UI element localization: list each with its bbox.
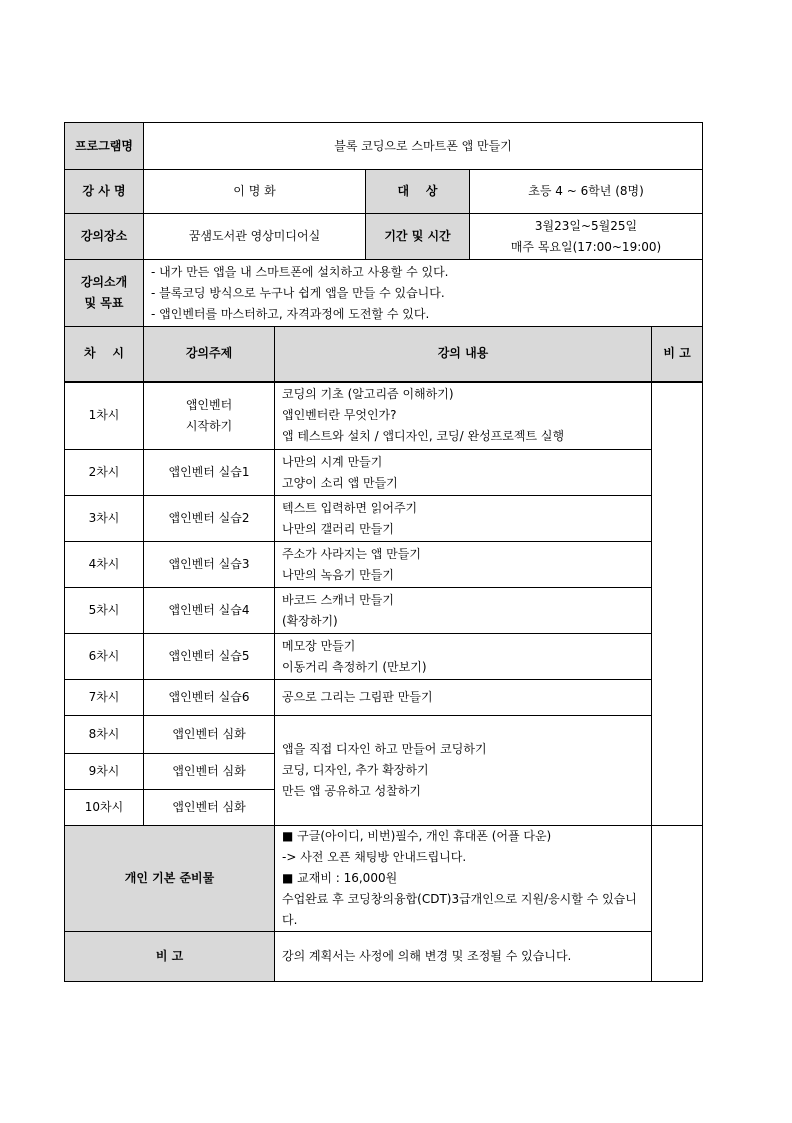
content-line: 앱 테스트와 설치 / 앱디자인, 코딩/ 완성프로젝트 실행 bbox=[282, 429, 565, 444]
advanced-content-cell bbox=[275, 716, 652, 826]
topic-cell: 앱인벤터 실습6 bbox=[144, 680, 275, 716]
topic-cell: 앱인벤터 실습3 bbox=[144, 542, 275, 588]
content-line: 코딩의 기초 (알고리즘 이해하기) bbox=[282, 387, 454, 402]
content-line: 공으로 그리는 그림판 만들기 bbox=[282, 690, 433, 704]
content-line: 나만의 녹음기 만들기 bbox=[282, 567, 394, 582]
prep-label: 개인 기본 준비물 bbox=[65, 826, 275, 932]
content-line: 메모장 만들기 bbox=[282, 638, 356, 653]
topic-cell bbox=[144, 382, 275, 450]
content-line: 앱을 직접 디자인 하고 만들어 코딩하기 bbox=[282, 742, 487, 756]
intro-label-line2: 및 목표 bbox=[84, 296, 124, 310]
place-label: 강의장소 bbox=[65, 214, 144, 260]
remarks-label: 비 고 bbox=[65, 932, 275, 982]
intro-item: - 블록코딩 방식으로 누구나 쉽게 앱을 만들 수 있습니다. bbox=[151, 285, 445, 300]
table-row bbox=[65, 542, 703, 588]
prep-row bbox=[65, 826, 703, 932]
intro-item: - 앱인벤터를 마스터하고, 자격과정에 도전할 수 있다. bbox=[151, 306, 430, 321]
prep-line: -> 사전 오픈 채팅방 안내드립니다. bbox=[282, 850, 467, 864]
target-label: 대 상 bbox=[366, 170, 470, 214]
table-row bbox=[65, 716, 703, 754]
program-label: 프로그램명 bbox=[65, 123, 144, 170]
topic-cell: 앱인벤터 실습1 bbox=[144, 450, 275, 496]
prep-line: ■ 구글(아이디, 비번)필수, 개인 휴대폰 (어플 다운) bbox=[282, 829, 552, 843]
content-cell bbox=[275, 450, 652, 496]
content-cell bbox=[275, 382, 652, 450]
topic-header: 강의주제 bbox=[144, 327, 275, 382]
table-row bbox=[65, 588, 703, 634]
table-row bbox=[65, 634, 703, 680]
program-row bbox=[65, 123, 703, 170]
period-dates: 3월23일~5월25일 bbox=[534, 218, 638, 233]
prep-line: 수업완료 후 코딩창의융합(CDT)3급개인으로 지원/응시할 수 있습니다. bbox=[282, 892, 637, 927]
target-value: 초등 4 ~ 6학년 (8명) bbox=[470, 170, 703, 214]
topic-cell: 앱인벤터 실습5 bbox=[144, 634, 275, 680]
intro-label bbox=[65, 260, 144, 327]
session-cell: 8차시 bbox=[65, 716, 144, 754]
content-line: 이동거리 측정하기 (만보기) bbox=[282, 659, 427, 674]
session-cell: 4차시 bbox=[65, 542, 144, 588]
period-value bbox=[470, 214, 703, 260]
content-cell bbox=[275, 634, 652, 680]
table-row bbox=[65, 382, 703, 450]
intro-item: - 내가 만든 앱을 내 스마트폰에 설치하고 사용할 수 있다. bbox=[151, 264, 449, 279]
table-row bbox=[65, 496, 703, 542]
topic-cell: 앱인벤터 실습4 bbox=[144, 588, 275, 634]
session-cell: 9차시 bbox=[65, 754, 144, 790]
content-line: 만든 앱 공유하고 성찰하기 bbox=[282, 784, 421, 798]
instructor-name: 이 명 화 bbox=[144, 170, 366, 214]
session-cell: 1차시 bbox=[65, 382, 144, 450]
instructor-row bbox=[65, 170, 703, 214]
content-header: 강의 내용 bbox=[275, 327, 652, 382]
content-cell bbox=[275, 680, 652, 716]
prep-line: ■ 교재비 : 16,000원 bbox=[282, 871, 398, 885]
session-cell: 6차시 bbox=[65, 634, 144, 680]
instructor-label: 강 사 명 bbox=[65, 170, 144, 214]
content-line: 텍스트 입력하면 읽어주기 bbox=[282, 500, 418, 515]
schedule-header-row bbox=[65, 327, 703, 382]
content-cell bbox=[275, 496, 652, 542]
session-header: 차 시 bbox=[65, 327, 144, 382]
place-row bbox=[65, 214, 703, 260]
prep-content bbox=[275, 826, 652, 932]
remarks-text: 강의 계획서는 사정에 의해 변경 및 조정될 수 있습니다. bbox=[275, 932, 652, 982]
table-row bbox=[65, 680, 703, 716]
topic-cell: 앱인벤터 심화 bbox=[144, 716, 275, 754]
session-cell: 2차시 bbox=[65, 450, 144, 496]
content-line: 나만의 시계 만들기 bbox=[282, 454, 383, 469]
table-row bbox=[65, 450, 703, 496]
intro-goals bbox=[144, 260, 703, 327]
content-line: 앱인벤터란 무엇인가? bbox=[282, 408, 397, 423]
lesson-plan-table bbox=[64, 122, 703, 982]
prep-note-cell bbox=[652, 826, 703, 982]
topic-line: 시작하기 bbox=[185, 418, 233, 433]
content-line: 코딩, 디자인, 추가 확장하기 bbox=[282, 763, 429, 777]
topic-cell: 앱인벤터 실습2 bbox=[144, 496, 275, 542]
topic-cell: 앱인벤터 심화 bbox=[144, 790, 275, 826]
remarks-row bbox=[65, 932, 703, 982]
session-cell: 3차시 bbox=[65, 496, 144, 542]
content-line: 주소가 사라지는 앱 만들기 bbox=[282, 546, 421, 561]
session-cell: 10차시 bbox=[65, 790, 144, 826]
note-cell bbox=[652, 382, 703, 826]
lesson-plan-document bbox=[64, 122, 702, 982]
note-header: 비 고 bbox=[652, 327, 703, 382]
content-line: 바코드 스캐너 만들기 bbox=[282, 592, 394, 607]
topic-cell: 앱인벤터 심화 bbox=[144, 754, 275, 790]
intro-row bbox=[65, 260, 703, 327]
content-line: (확장하기) bbox=[282, 613, 338, 628]
intro-label-line1: 강의소개 bbox=[80, 275, 128, 289]
session-cell: 5차시 bbox=[65, 588, 144, 634]
content-cell bbox=[275, 542, 652, 588]
session-cell: 7차시 bbox=[65, 680, 144, 716]
period-time: 매주 목요일(17:00~19:00) bbox=[510, 239, 662, 254]
program-title: 블록 코딩으로 스마트폰 앱 만들기 bbox=[144, 123, 703, 170]
content-line: 나만의 갤러리 만들기 bbox=[282, 521, 394, 536]
place-value: 꿈샘도서관 영상미디어실 bbox=[144, 214, 366, 260]
period-label: 기간 및 시간 bbox=[366, 214, 470, 260]
content-line: 고양이 소리 앱 만들기 bbox=[282, 475, 398, 490]
topic-line: 앱인벤터 bbox=[185, 397, 233, 412]
content-cell bbox=[275, 588, 652, 634]
